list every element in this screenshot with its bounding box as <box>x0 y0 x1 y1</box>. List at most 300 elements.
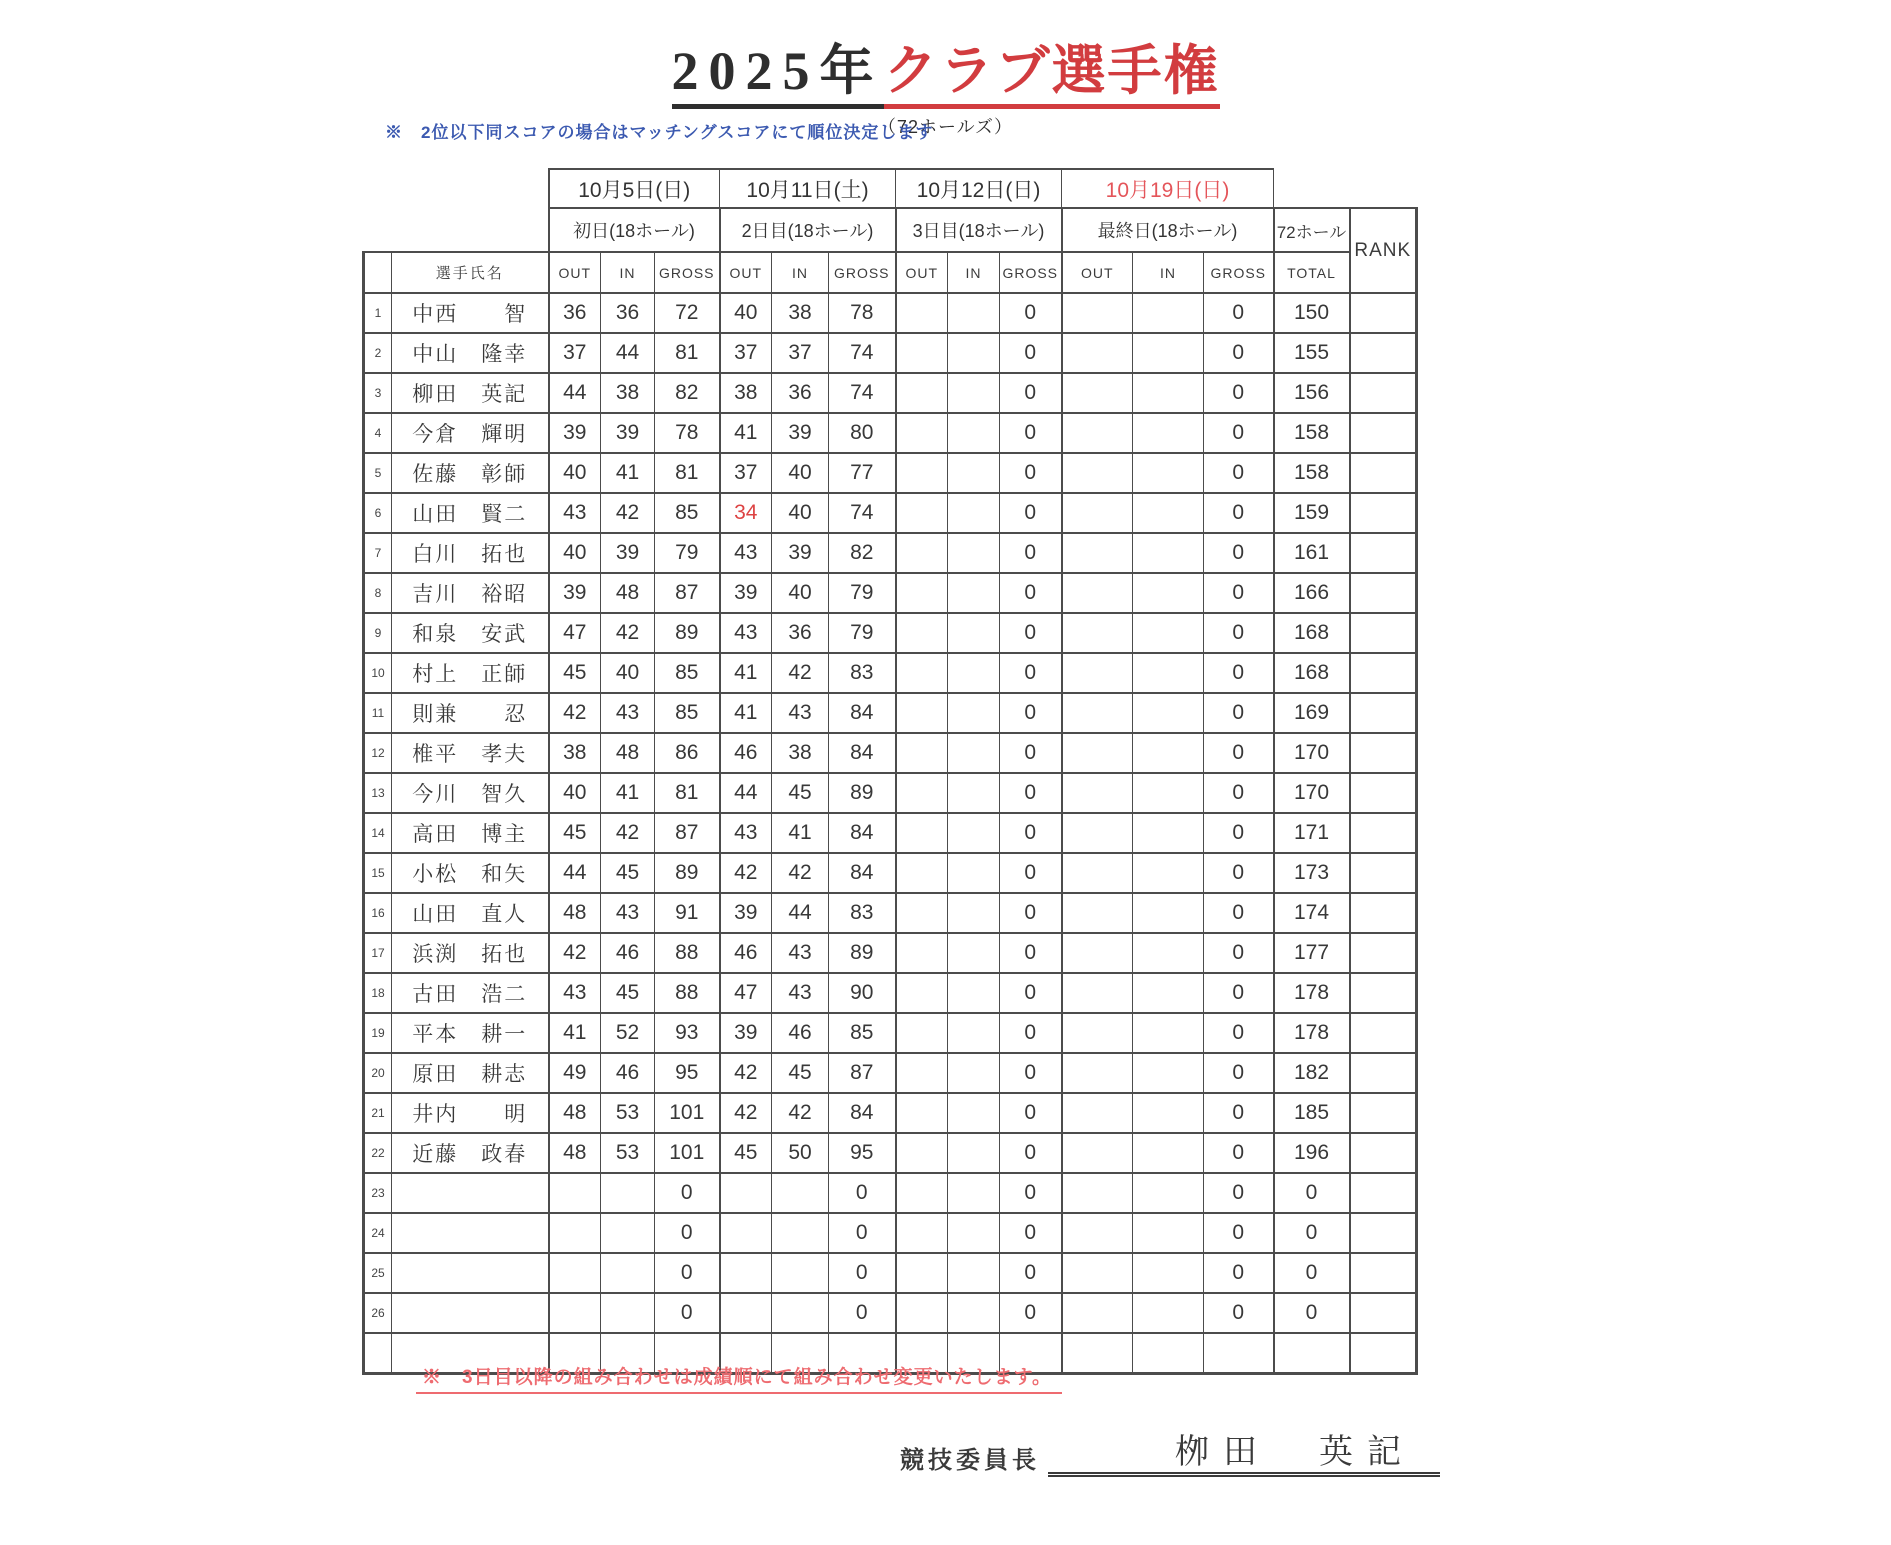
score-cell: 0 <box>1204 573 1274 613</box>
score-cell: 0 <box>1204 933 1274 973</box>
score-cell <box>1062 493 1133 533</box>
table-row <box>364 333 1417 373</box>
score-cell: 39 <box>549 413 601 453</box>
row-number: 13 <box>364 773 392 813</box>
row-number: 15 <box>364 853 392 893</box>
score-cell <box>1062 573 1133 613</box>
header-spacer <box>364 208 549 252</box>
score-cell: 53 <box>601 1133 655 1173</box>
score-cell: 40 <box>720 293 772 333</box>
total-cell: 169 <box>1274 693 1350 733</box>
rank-cell <box>1350 933 1417 973</box>
score-cell <box>1133 1093 1204 1133</box>
score-cell: 0 <box>1204 733 1274 773</box>
row-number: 20 <box>364 1053 392 1093</box>
table-row <box>364 533 1417 573</box>
score-cell <box>1062 413 1133 453</box>
row-number: 14 <box>364 813 392 853</box>
score-cell <box>948 693 1000 733</box>
score-cell <box>948 853 1000 893</box>
score-cell: 0 <box>1204 1133 1274 1173</box>
score-cell <box>1133 493 1204 533</box>
player-name: 椎平 孝夫 <box>392 733 549 773</box>
score-column-header: OUT <box>896 252 948 293</box>
total-cell: 0 <box>1274 1253 1350 1293</box>
score-cell: 80 <box>829 413 896 453</box>
score-cell <box>896 413 948 453</box>
signature-label: 競技委員長 <box>900 1447 1040 1474</box>
score-cell: 83 <box>829 893 896 933</box>
total-cell: 158 <box>1274 413 1350 453</box>
total-cell: 161 <box>1274 533 1350 573</box>
score-cell: 43 <box>549 493 601 533</box>
score-cell: 0 <box>655 1253 720 1293</box>
score-cell <box>1133 813 1204 853</box>
row-number: 5 <box>364 453 392 493</box>
rank-cell <box>1350 973 1417 1013</box>
score-cell: 84 <box>829 1093 896 1133</box>
score-cell: 46 <box>772 1013 829 1053</box>
score-column-header: GROSS <box>1000 252 1062 293</box>
signature-line <box>1048 1472 1440 1477</box>
score-cell <box>896 1133 948 1173</box>
score-cell <box>1133 693 1204 733</box>
score-column-header: GROSS <box>655 252 720 293</box>
score-cell: 81 <box>655 333 720 373</box>
score-cell: 0 <box>1000 573 1062 613</box>
score-cell <box>948 813 1000 853</box>
row-number: 24 <box>364 1213 392 1253</box>
rank-cell <box>1350 813 1417 853</box>
score-cell: 0 <box>1204 653 1274 693</box>
score-cell: 81 <box>655 453 720 493</box>
score-cell: 95 <box>655 1053 720 1093</box>
row-number: 9 <box>364 613 392 653</box>
table-row <box>364 1053 1417 1093</box>
score-cell: 43 <box>601 693 655 733</box>
score-cell: 0 <box>1204 893 1274 933</box>
score-cell: 72 <box>655 293 720 333</box>
score-cell <box>549 1173 601 1213</box>
score-cell <box>1133 933 1204 973</box>
total-cell: 182 <box>1274 1053 1350 1093</box>
score-cell: 45 <box>549 813 601 853</box>
score-cell <box>549 1213 601 1253</box>
score-cell <box>948 1013 1000 1053</box>
score-cell <box>896 933 948 973</box>
rank-cell <box>1350 893 1417 933</box>
player-name: 浜渕 拓也 <box>392 933 549 973</box>
score-cell: 83 <box>829 653 896 693</box>
rank-cell <box>1350 1053 1417 1093</box>
score-cell <box>1133 973 1204 1013</box>
score-cell <box>1204 1333 1274 1374</box>
score-cell <box>948 733 1000 773</box>
score-cell: 48 <box>601 573 655 613</box>
score-cell: 82 <box>829 533 896 573</box>
score-cell <box>1062 1333 1133 1374</box>
score-cell: 0 <box>1204 1053 1274 1093</box>
score-cell: 48 <box>549 1133 601 1173</box>
score-cell <box>948 653 1000 693</box>
table-row <box>364 1093 1417 1133</box>
score-cell <box>1062 1013 1133 1053</box>
score-cell: 0 <box>1000 1013 1062 1053</box>
score-cell <box>896 373 948 413</box>
rank-cell <box>1350 1013 1417 1053</box>
player-name: 村上 正師 <box>392 653 549 693</box>
score-cell <box>896 973 948 1013</box>
score-cell: 74 <box>829 373 896 413</box>
score-cell <box>948 573 1000 613</box>
row-number: 23 <box>364 1173 392 1213</box>
rank-cell <box>1350 653 1417 693</box>
score-cell: 37 <box>720 333 772 373</box>
score-cell: 40 <box>772 573 829 613</box>
score-cell: 50 <box>772 1133 829 1173</box>
row-number: 19 <box>364 1013 392 1053</box>
score-cell: 37 <box>772 333 829 373</box>
score-cell: 41 <box>549 1013 601 1053</box>
table-row <box>364 933 1417 973</box>
signature-name: 栁田 英記 <box>1175 1432 1415 1472</box>
score-cell: 34 <box>720 493 772 533</box>
score-cell <box>1133 333 1204 373</box>
score-cell: 40 <box>772 453 829 493</box>
score-cell <box>896 1253 948 1293</box>
score-cell <box>896 653 948 693</box>
score-cell <box>948 973 1000 1013</box>
score-cell <box>948 413 1000 453</box>
score-cell: 84 <box>829 733 896 773</box>
score-cell <box>896 773 948 813</box>
score-cell: 40 <box>549 453 601 493</box>
score-cell: 0 <box>1204 1013 1274 1053</box>
row-number: 11 <box>364 693 392 733</box>
player-name: 古田 浩二 <box>392 973 549 1013</box>
table-row <box>364 973 1417 1013</box>
score-cell <box>948 373 1000 413</box>
player-name: 中山 隆幸 <box>392 333 549 373</box>
score-cell: 40 <box>549 773 601 813</box>
score-cell: 84 <box>829 693 896 733</box>
score-cell: 0 <box>1204 853 1274 893</box>
score-cell: 0 <box>1000 613 1062 653</box>
score-cell <box>601 1173 655 1213</box>
rank-cell <box>1350 1333 1417 1374</box>
score-cell: 0 <box>655 1293 720 1333</box>
table-row <box>364 373 1417 413</box>
score-cell: 41 <box>601 453 655 493</box>
player-name: 今川 智久 <box>392 773 549 813</box>
score-cell: 0 <box>1000 693 1062 733</box>
score-cell: 43 <box>720 813 772 853</box>
score-cell <box>1133 1053 1204 1093</box>
score-cell: 39 <box>549 573 601 613</box>
player-name: 平本 耕一 <box>392 1013 549 1053</box>
table-row <box>364 453 1417 493</box>
score-cell: 42 <box>720 1053 772 1093</box>
day-label-header: 2日目(18ホール) <box>720 208 896 252</box>
score-cell: 0 <box>1000 533 1062 573</box>
score-cell: 43 <box>772 693 829 733</box>
score-cell: 0 <box>1204 1213 1274 1253</box>
score-column-header: IN <box>1133 252 1204 293</box>
score-cell <box>1062 1293 1133 1333</box>
score-cell: 38 <box>772 733 829 773</box>
score-cell <box>948 293 1000 333</box>
rank-cell <box>1350 613 1417 653</box>
score-cell: 0 <box>1204 333 1274 373</box>
total-cell: 0 <box>1274 1213 1350 1253</box>
score-cell <box>1133 893 1204 933</box>
total-cell: 150 <box>1274 293 1350 333</box>
score-cell: 0 <box>1204 493 1274 533</box>
score-cell: 37 <box>549 333 601 373</box>
total-cell: 0 <box>1274 1173 1350 1213</box>
score-cell <box>601 1293 655 1333</box>
score-cell: 42 <box>549 693 601 733</box>
score-table-body <box>364 293 1417 1374</box>
score-cell <box>1133 1133 1204 1173</box>
player-name: 高田 博主 <box>392 813 549 853</box>
score-cell <box>896 493 948 533</box>
rank-cell <box>1350 573 1417 613</box>
score-cell: 37 <box>720 453 772 493</box>
player-name: 山田 賢二 <box>392 493 549 533</box>
score-cell: 39 <box>772 533 829 573</box>
score-cell <box>1133 1253 1204 1293</box>
row-number: 22 <box>364 1133 392 1173</box>
rank-cell <box>1350 693 1417 733</box>
row-number: 25 <box>364 1253 392 1293</box>
score-cell <box>1133 853 1204 893</box>
score-cell <box>896 1213 948 1253</box>
score-cell: 43 <box>549 973 601 1013</box>
score-cell: 45 <box>601 853 655 893</box>
score-cell <box>948 893 1000 933</box>
header-spacer <box>364 169 549 208</box>
score-cell: 0 <box>1000 893 1062 933</box>
score-cell: 44 <box>720 773 772 813</box>
score-cell: 42 <box>772 653 829 693</box>
score-cell: 0 <box>829 1293 896 1333</box>
score-cell: 0 <box>1204 413 1274 453</box>
header-dates-row <box>364 169 1417 208</box>
score-cell: 0 <box>1000 773 1062 813</box>
score-cell: 0 <box>1000 333 1062 373</box>
score-cell: 0 <box>1204 773 1274 813</box>
score-column-header: OUT <box>1062 252 1133 293</box>
score-cell: 42 <box>772 853 829 893</box>
row-number: 4 <box>364 413 392 453</box>
day-label-header: 初日(18ホール) <box>549 208 720 252</box>
score-cell: 89 <box>829 933 896 973</box>
score-cell <box>948 1293 1000 1333</box>
player-name: 原田 耕志 <box>392 1053 549 1093</box>
score-cell: 46 <box>720 933 772 973</box>
score-cell: 41 <box>772 813 829 853</box>
score-cell: 38 <box>720 373 772 413</box>
score-cell: 0 <box>1000 933 1062 973</box>
table-row <box>364 733 1417 773</box>
score-cell: 0 <box>1000 853 1062 893</box>
score-cell: 0 <box>829 1173 896 1213</box>
table-row <box>364 1133 1417 1173</box>
score-column-header: OUT <box>549 252 601 293</box>
rank-cell <box>1350 853 1417 893</box>
total-cell: 196 <box>1274 1133 1350 1173</box>
score-cell <box>720 1293 772 1333</box>
score-cell: 0 <box>1000 653 1062 693</box>
rank-cell <box>1350 733 1417 773</box>
score-cell <box>772 1213 829 1253</box>
total-cell: 156 <box>1274 373 1350 413</box>
score-cell: 0 <box>1000 1053 1062 1093</box>
score-cell: 45 <box>601 973 655 1013</box>
score-cell: 40 <box>549 533 601 573</box>
table-row <box>364 613 1417 653</box>
score-cell <box>948 1053 1000 1093</box>
row-number: 10 <box>364 653 392 693</box>
score-cell <box>1133 1293 1204 1333</box>
score-cell <box>1062 733 1133 773</box>
rank-cell <box>1350 1213 1417 1253</box>
score-cell: 0 <box>1000 1173 1062 1213</box>
rank-cell <box>1350 493 1417 533</box>
player-name: 中西 智 <box>392 293 549 333</box>
score-cell <box>1133 453 1204 493</box>
total-cell: 185 <box>1274 1093 1350 1133</box>
score-cell: 45 <box>720 1133 772 1173</box>
score-cell <box>1133 733 1204 773</box>
total-cell <box>1274 1333 1350 1374</box>
score-cell <box>896 613 948 653</box>
score-cell: 89 <box>655 613 720 653</box>
score-cell: 38 <box>549 733 601 773</box>
score-cell: 42 <box>601 493 655 533</box>
score-cell <box>948 1133 1000 1173</box>
rank-cell <box>1350 1293 1417 1333</box>
score-cell: 0 <box>1204 1253 1274 1293</box>
rank-cell <box>1350 1133 1417 1173</box>
score-cell: 42 <box>601 613 655 653</box>
score-cell <box>896 813 948 853</box>
score-cell <box>1062 1053 1133 1093</box>
score-cell <box>1133 1213 1204 1253</box>
score-cell: 39 <box>720 893 772 933</box>
score-cell: 47 <box>720 973 772 1013</box>
score-cell: 0 <box>1204 1093 1274 1133</box>
score-cell: 39 <box>601 413 655 453</box>
score-cell: 53 <box>601 1093 655 1133</box>
row-number: 3 <box>364 373 392 413</box>
score-cell <box>720 1213 772 1253</box>
table-row <box>364 413 1417 453</box>
total-cell: 177 <box>1274 933 1350 973</box>
score-cell: 82 <box>655 373 720 413</box>
score-cell: 46 <box>601 1053 655 1093</box>
table-row <box>364 1213 1417 1253</box>
score-cell <box>1133 1013 1204 1053</box>
total-cell: 0 <box>1274 1293 1350 1333</box>
score-cell <box>896 693 948 733</box>
date-header: 10月12日(日) <box>896 169 1062 208</box>
score-cell: 0 <box>1204 813 1274 853</box>
score-cell: 78 <box>655 413 720 453</box>
score-table <box>362 168 1418 1375</box>
score-cell <box>948 333 1000 373</box>
score-cell: 79 <box>829 613 896 653</box>
score-cell <box>948 773 1000 813</box>
note-regrouping: ※ 3日目以降の組み合わせは成績順にて組み合わせ変更いたします。 <box>416 1362 1062 1394</box>
score-cell: 85 <box>655 493 720 533</box>
row-number: 12 <box>364 733 392 773</box>
table-row <box>364 1173 1417 1213</box>
player-name <box>392 1173 549 1213</box>
score-cell: 0 <box>1204 1173 1274 1213</box>
score-cell <box>896 1093 948 1133</box>
table-row <box>364 893 1417 933</box>
score-cell: 46 <box>601 933 655 973</box>
score-cell: 39 <box>720 573 772 613</box>
score-cell: 45 <box>772 1053 829 1093</box>
score-cell: 85 <box>655 693 720 733</box>
score-cell <box>1133 533 1204 573</box>
score-cell: 43 <box>720 613 772 653</box>
score-cell: 101 <box>655 1093 720 1133</box>
header-columns-row <box>364 252 1417 293</box>
score-cell <box>1062 653 1133 693</box>
rank-cell <box>1350 373 1417 413</box>
score-cell: 0 <box>1000 293 1062 333</box>
table-row <box>364 773 1417 813</box>
row-number: 6 <box>364 493 392 533</box>
row-number <box>364 1333 392 1374</box>
score-cell: 0 <box>1204 533 1274 573</box>
rank-cell <box>1350 533 1417 573</box>
title-year: 2025年 <box>672 41 884 109</box>
score-cell: 41 <box>601 773 655 813</box>
score-cell: 101 <box>655 1133 720 1173</box>
date-header: 10月5日(日) <box>549 169 720 208</box>
row-number: 7 <box>364 533 392 573</box>
player-name: 則兼 忍 <box>392 693 549 733</box>
score-cell <box>1062 973 1133 1013</box>
score-cell: 0 <box>1000 493 1062 533</box>
score-cell <box>1062 813 1133 853</box>
score-cell <box>948 1253 1000 1293</box>
score-cell: 0 <box>1000 453 1062 493</box>
player-name-header: 選手氏名 <box>392 252 549 293</box>
score-cell <box>1062 893 1133 933</box>
player-name <box>392 1253 549 1293</box>
player-name: 白川 拓也 <box>392 533 549 573</box>
score-cell: 39 <box>601 533 655 573</box>
day-label-header: 3日目(18ホール) <box>896 208 1062 252</box>
score-cell <box>896 333 948 373</box>
number-header <box>364 252 392 293</box>
table-row <box>364 1253 1417 1293</box>
score-cell: 79 <box>655 533 720 573</box>
score-cell <box>948 1093 1000 1133</box>
score-cell: 41 <box>720 653 772 693</box>
score-cell: 0 <box>1204 293 1274 333</box>
score-cell <box>896 853 948 893</box>
score-cell <box>1133 773 1204 813</box>
score-cell: 91 <box>655 893 720 933</box>
total-cell: 166 <box>1274 573 1350 613</box>
